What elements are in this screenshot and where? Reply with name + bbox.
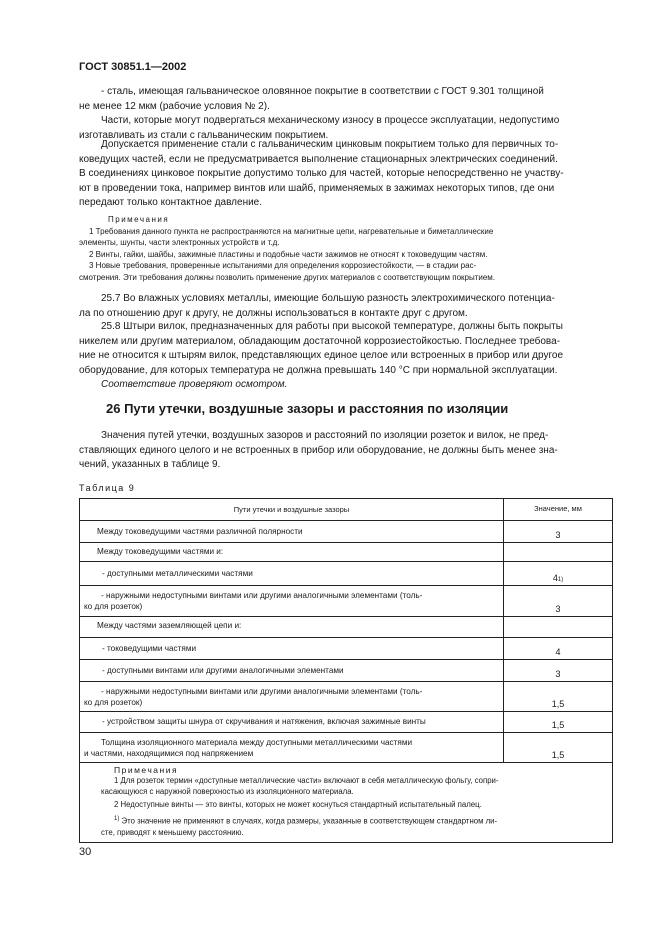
- text-line: не менее 12 мкм (рабочие условия № 2).: [79, 100, 270, 112]
- notes-title: Примечания: [108, 215, 170, 224]
- table-row: [80, 712, 612, 733]
- text-line: ют в проведении тока, например винтов или шайб, применяемых в зажимах некоторых типов, где они: [79, 182, 555, 194]
- text-line: оборудование, для которых температура не должна превышать 140 °С при нормальной эксплуатации.: [79, 364, 558, 376]
- text-line: Значения путей утечки, воздушных зазоров и расстояний по изоляции розеток и вилок, не пред-: [101, 430, 549, 441]
- footnote-line: [84, 814, 608, 827]
- text-line: Допускается применение стали с гальваническим цинковым покрытием только для первичных то-: [101, 139, 559, 150]
- row-label-line: - наружными недоступными винтами или другими аналогичными элементами (толь-: [101, 687, 423, 696]
- row-label-line: ко для розеток): [84, 601, 143, 611]
- note-line: 1 Для розеток термин «доступные металлические части» включают в себя металлическую фольгу, сопри-: [114, 775, 499, 785]
- footnote-mark: 1): [114, 816, 120, 823]
- table-row: [80, 682, 612, 712]
- note-line: элементы, шунты, части электронных устройств и т.д.: [79, 238, 280, 248]
- text-line: - сталь, имеющая гальваническое оловянное покрытие в соответствии с ГОСТ 9.301 толщиной: [101, 86, 544, 97]
- note-line: 2 Винты, гайки, шайбы, зажимные пластины и подобные части зажимов не относят к токоведущим частям.: [89, 249, 488, 259]
- row-label: - доступными металлическими частями: [80, 562, 504, 585]
- table-notes-title: Примечания: [114, 765, 179, 775]
- table-row: [80, 733, 612, 763]
- note-line: касающуюся с наружной поверхностью из изоляционного материала.: [101, 786, 354, 796]
- section-heading: 26 Пути утечки, воздушные зазоры и расстояния по изоляции: [106, 401, 509, 416]
- text-line: изготавливать из стали с гальваническим покрытием.: [79, 129, 329, 141]
- paragraph-section-26: [79, 429, 615, 473]
- row-value: [504, 617, 612, 637]
- text-line: Части, которые могут подвергаться механическому износу в процессе эксплуатации, недопустимо: [101, 115, 560, 126]
- paragraph-zinc-coating: [79, 138, 615, 211]
- note-line: 1 Требования данного пункта не распространяются на магнитные цепи, нагревательные и биметаллические: [89, 226, 494, 236]
- value-text: 4: [552, 573, 558, 583]
- row-value: [504, 562, 612, 585]
- text-line: передают только контактное давление.: [79, 197, 263, 209]
- table-row: [80, 638, 612, 660]
- note-line: 2 Недоступные винты — это винты, которых не может коснуться стандартный испытательный палец.: [114, 800, 482, 810]
- row-label: [80, 733, 504, 762]
- note-line: сте, приводят к меньшему расстоянию.: [101, 827, 244, 837]
- row-label: Между токоведущими частями различной полярности: [80, 521, 504, 542]
- paragraph-25-7: [79, 292, 615, 321]
- paragraph-25-8: [79, 320, 615, 393]
- notes-block: [79, 214, 615, 284]
- text-line: 25.7 Во влажных условиях металлы, имеющие большую разность электрохимического потенциа-: [101, 293, 555, 304]
- row-value: 3: [555, 604, 561, 614]
- page-number: 30: [79, 846, 92, 858]
- note-line: 3 Новые требования, проверенные испытаниями для определения коррозиестойкости, — в стадии рас-: [89, 261, 477, 271]
- row-value: [504, 543, 612, 561]
- row-label-line: и частями, находящимися под напряжением: [84, 748, 254, 758]
- text-line: В соединениях цинковое покрытие допустимо только для частей, которые непосредственно не участву-: [79, 168, 564, 180]
- row-value: 3: [555, 530, 561, 540]
- row-label: - устройством защиты шнура от скручивания и натяжения, включая зажимные винты: [80, 712, 504, 732]
- row-label: Между частями заземляющей цепи и:: [80, 617, 504, 637]
- row-label: [80, 586, 504, 616]
- row-label-line: - наружными недоступными винтами или другими аналогичными элементами (толь-: [101, 591, 423, 600]
- text-line: 25.8 Штыри вилок, предназначенных для работы при высокой температуре, должны быть покрыты: [101, 321, 563, 332]
- text-line: ние не относится к штырям вилок, представляющих единое целое или встроенных в прибор или другое: [79, 350, 564, 362]
- row-label: - доступными винтами или другими аналогичными элементами: [80, 660, 504, 681]
- text-line: ла по отношению друг к другу, не должны использоваться в контакте друг с другом.: [79, 307, 468, 319]
- row-value: 1,5: [551, 750, 565, 760]
- table-header-row: [80, 499, 612, 521]
- note-text: Это значение не применяют в случаях, когда размеры, указанные в соответствующем стандартном ли-: [119, 816, 498, 826]
- footnote-mark: 1): [557, 577, 564, 583]
- row-label: - токоведущими частями: [80, 638, 504, 659]
- table-row: [80, 617, 612, 638]
- row-value: 3: [555, 669, 561, 679]
- table-row: [80, 660, 612, 682]
- row-value: 4: [555, 647, 561, 657]
- column-header: Значение, мм: [534, 504, 582, 513]
- text-line: коведущих частей, если не предусматривается выполнение стационарных электрических соединений.: [79, 153, 558, 165]
- table-row: [80, 543, 612, 562]
- row-value: 1,5: [551, 699, 565, 709]
- row-label-line: ко для розеток): [84, 697, 143, 707]
- row-label: Между токоведущими частями и:: [80, 543, 504, 561]
- note-line: смотрения. Эти требования должны позволить применение других материалов с соответствующим покрытием.: [79, 272, 496, 282]
- document-header: ГОСТ 30851.1—2002: [79, 61, 187, 73]
- row-label-line: Толщина изоляционного материала между доступными металлическими частями: [101, 738, 413, 747]
- column-header: Пути утечки и воздушные зазоры: [80, 499, 504, 520]
- text-line: никелем или другим материалом, обладающим достаточной коррозиестойкостью. Последнее требова-: [79, 335, 561, 347]
- table-caption: Таблица 9: [79, 483, 136, 493]
- text-line: чений, указанных в таблице 9.: [79, 459, 221, 471]
- clearance-table: [79, 498, 613, 843]
- row-value: 1,5: [551, 720, 565, 730]
- table-notes: [80, 763, 612, 842]
- table-row: [80, 586, 612, 617]
- table-row: [80, 521, 612, 543]
- table-row: [80, 562, 612, 586]
- compliance-check: Соответствие проверяют осмотром.: [101, 379, 288, 391]
- text-line: ставляющих единого целого и не встроенных в прибор или оборудование, не должны быть менее зна-: [79, 444, 558, 456]
- row-label: [80, 682, 504, 711]
- paragraph-tin-steel: [79, 85, 615, 114]
